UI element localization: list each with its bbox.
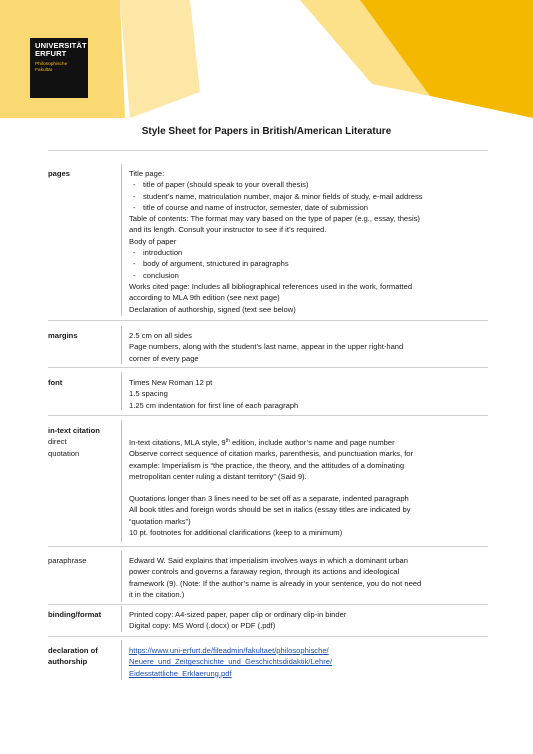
pages-toc-line2: and its length. Consult your instructor to see if it’s required. (129, 225, 327, 235)
label-binding-format: binding/format (48, 610, 102, 619)
margins-line3: corner of every page (129, 353, 199, 363)
logo-name-line2: ERFURT (35, 49, 67, 58)
logo-faculty-line2: Fakultät (35, 68, 53, 73)
divider-under-title (48, 150, 488, 151)
section-font (129, 377, 499, 411)
paraphrase-line4: it in the citation.) (129, 589, 185, 599)
section-paraphrase (129, 555, 499, 600)
divider-after-pages (48, 320, 488, 321)
citation-gap (129, 482, 499, 493)
divider-after-paraphrase (48, 604, 488, 605)
divider-after-font (48, 415, 488, 416)
document-title: Style Sheet for Papers in British/American Literature (141, 126, 392, 137)
label-declaration-of: declaration of (48, 646, 98, 655)
label-pages: pages (48, 169, 70, 178)
label-in-text-citation: in-text citation (48, 426, 100, 435)
pages-title-item: - student’s name, matriculation number, major & minor fields of study, e-mail address (133, 191, 423, 201)
label-direct: direct (48, 437, 67, 446)
pages-toc-line1: Table of contents: The format may vary based on the type of paper (e.g., essay, thesis) (129, 214, 420, 224)
label-font: font (48, 378, 63, 387)
section-declaration (129, 645, 499, 679)
citation-line4: metropolitan center ruling a distant territory” (Said 9). (129, 471, 307, 481)
paraphrase-line3: framework (9). (Note: If the author’s name is already in your sentence, you do not need (129, 578, 422, 588)
section-binding (129, 609, 499, 632)
citation-line8: 10 pt. footnotes for additional clarifications (keep to a minimum) (129, 528, 343, 538)
divider-after-margins (48, 367, 488, 368)
divider-vertical-paraphrase (121, 551, 122, 602)
declaration-link-line3[interactable]: Eidesstattliche_Erklaerung.pdf (129, 668, 232, 678)
pages-body: Body of paper (129, 236, 177, 246)
divider-after-citation (48, 546, 488, 547)
paraphrase-line2: power controls and governs a faraway region, through its actions and ideological (129, 567, 400, 577)
logo-faculty-line1: Philosophische (35, 62, 68, 67)
citation-line1: In-text citations, MLA style, 9th edition, include author’s name and page number (129, 438, 395, 447)
pages-body-item: - body of argument, structured in paragraphs (133, 259, 289, 269)
pages-works-line1: Works cited page: Includes all bibliographical references used in the work, formatted (129, 281, 413, 291)
section-margins (129, 330, 499, 364)
university-logo (30, 38, 88, 98)
citation-line2: Observe correct sequence of citation marks, parenthesis, and punctuation marks, for (129, 449, 414, 459)
margins-line1: 2.5 cm on all sides (129, 331, 192, 340)
pages-declaration: Declaration of authorship, signed (text see below) (129, 304, 296, 314)
pages-title-item: - title of course and name of instructor, semester, date of submission (133, 202, 368, 212)
font-line3: 1.25 cm indentation for first line of each paragraph (129, 400, 299, 410)
divider-after-binding (48, 636, 488, 637)
declaration-link-line2[interactable]: Neuere_und_Zeitgeschichte_und_Geschichtsdidaktik/Lehre/ (129, 657, 333, 667)
pages-works-line2: according to MLA 9th edition (see next page) (129, 293, 280, 303)
margins-line2: Page numbers, along with the student’s last name, appear in the upper right-hand (129, 342, 404, 352)
section-citation (129, 436, 499, 538)
divider-vertical-margins (121, 326, 122, 364)
citation-line7: “quotation marks”) (129, 516, 191, 526)
label-quotation: quotation (48, 449, 80, 458)
font-line2: 1.5 spacing (129, 389, 168, 399)
divider-vertical-declaration (121, 640, 122, 680)
citation-line5: Quotations longer than 3 lines need to be set off as a separate, indented paragraph (129, 494, 409, 504)
label-authorship: authorship (48, 657, 88, 666)
citation-line3: example: Imperialism is “the practice, the theory, and the attitudes of a dominating (129, 460, 405, 470)
declaration-link-line1[interactable]: https://www.uni-erfurt.de/fileadmin/fakultaet/philosophische/ (129, 646, 329, 655)
divider-vertical-pages (121, 164, 122, 316)
pages-title-item: - title of paper (should speak to your overall thesis) (133, 180, 309, 190)
pages-title-page: Title page: (129, 169, 165, 178)
divider-vertical-citation (121, 420, 122, 542)
divider-vertical-binding (121, 606, 122, 632)
pages-body-item: - introduction (133, 248, 183, 258)
binding-line1: Printed copy: A4-sized paper, paper clip or ordinary clip-in binder (129, 610, 347, 619)
font-line1: Times New Roman 12 pt (129, 378, 213, 387)
pages-body-item: - conclusion (133, 270, 179, 280)
citation-line6: All book titles and foreign words should be set in italics (essay titles are indicated by (129, 505, 411, 515)
logo-name-line1: UNIVERSITÄT (35, 41, 87, 50)
section-pages (129, 168, 499, 315)
binding-line2: Digital copy: MS Word (.docx) or PDF (.pdf) (129, 621, 276, 631)
label-margins: margins (48, 331, 78, 340)
label-paraphrase: paraphrase (48, 556, 87, 565)
paraphrase-line1: Edward W. Said explains that imperialism involves ways in which a dominant urban (129, 556, 408, 565)
header-yellow-shape-center (120, 0, 200, 118)
divider-vertical-font (121, 372, 122, 410)
